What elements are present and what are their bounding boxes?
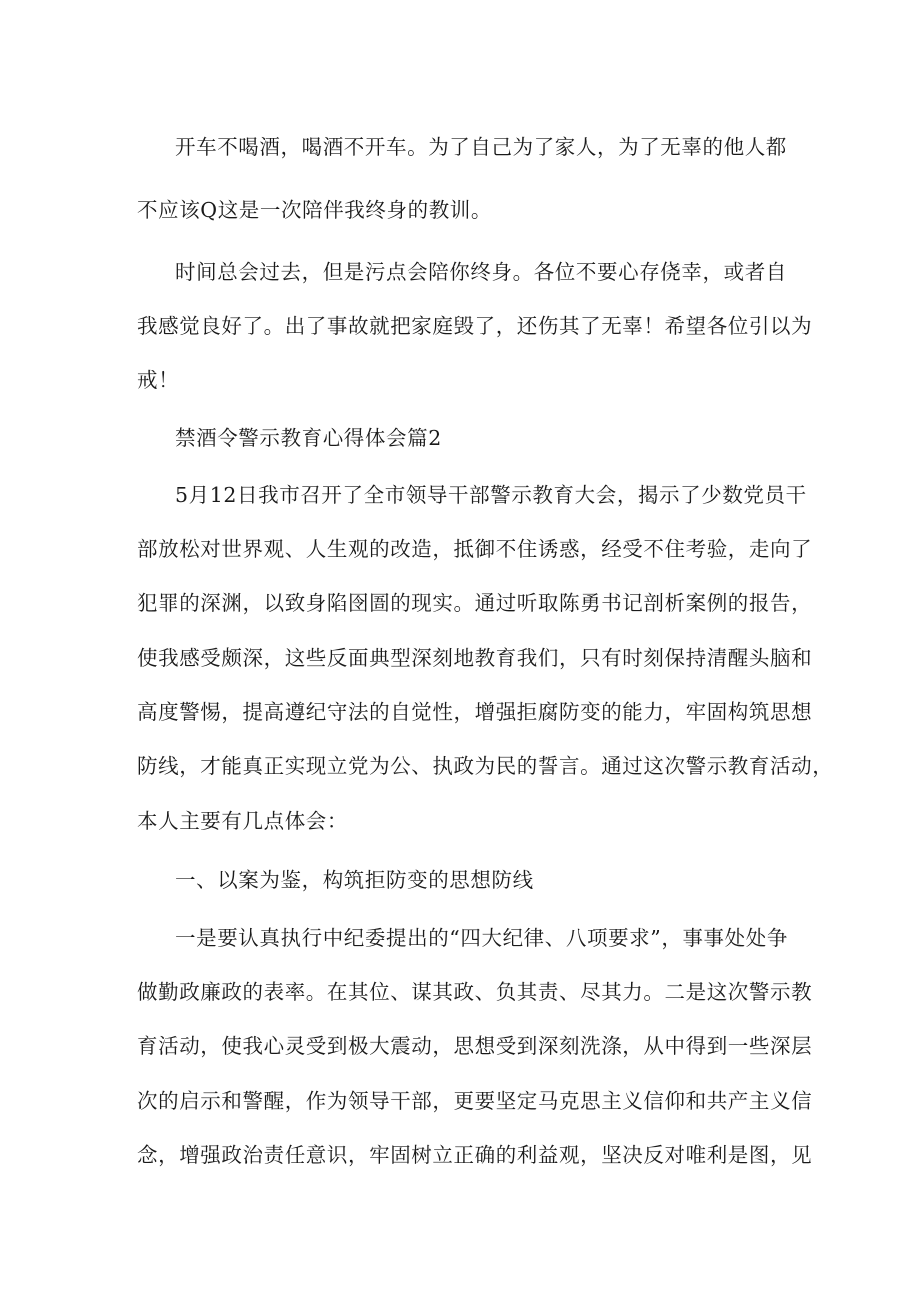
paragraph-2-line-2: 我感觉良好了。出了事故就把家庭毁了，还伤其了无辜！希望各位引以为 — [137, 314, 813, 338]
paragraph-6-line-3: 育活动，使我心灵受到极大震动，思想受到深刻洗涤，从中得到一些深层 — [137, 1034, 813, 1058]
paragraph-2-line-1: 时间总会过去，但是污点会陪你终身。各位不要心存侥幸，或者自 — [175, 260, 787, 284]
paragraph-4-line-7: 本人主要有几点体会： — [137, 809, 348, 833]
paragraph-6-line-5: 念，增强政治责任意识，牢固树立正确的利益观，坚决反对唯利是图，见 — [137, 1143, 813, 1167]
section-heading: 禁酒令警示教育心得体会篇2 — [175, 426, 442, 450]
paragraph-6-line-2: 做勤政廉政的表率。在其位、谋其政、负其责、尽其力。二是这次警示教 — [137, 980, 813, 1004]
paragraph-6-line-4: 次的启示和警醒，作为领导干部，更要坚定马克思主义信仰和共产主义信 — [137, 1089, 813, 1113]
paragraph-6-line-1: 一是要认真执行中纪委提出的“四大纪律、八项要求”，事事处处争 — [175, 926, 788, 950]
paragraph-2-line-3: 戒！ — [137, 368, 180, 392]
paragraph-4-line-1: 5月12日我市召开了全市领导干部警示教育大会，揭示了少数党员干 — [175, 483, 807, 507]
paragraph-4-line-4: 使我感受颇深，这些反面典型深刻地教育我们，只有时刻保持清醒头脑和 — [137, 646, 813, 670]
paragraph-1-line-2: 不应该Q这是一次陪伴我终身的教训。 — [137, 198, 493, 222]
subheading-one: 一、以案为鉴，构筑拒防变的思想防线 — [175, 868, 534, 892]
paragraph-4-line-6: 防线，才能真正实现立党为公、执政为民的誓言。通过这次警示教育活动， — [137, 754, 834, 778]
paragraph-4-line-2: 部放松对世界观、人生观的改造，抵御不住诱惑，经受不住考验，走向了 — [137, 537, 813, 561]
paragraph-4-line-3: 犯罪的深渊，以致身陷囹圄的现实。通过听取陈勇书记剖析案例的报告， — [137, 591, 813, 615]
paragraph-1-line-1: 开车不喝酒，喝酒不开车。为了自己为了家人，为了无辜的他人都 — [175, 135, 787, 159]
paragraph-4-line-5: 高度警惕，提高遵纪守法的自觉性，增强拒腐防变的能力，牢固构筑思想 — [137, 700, 813, 724]
